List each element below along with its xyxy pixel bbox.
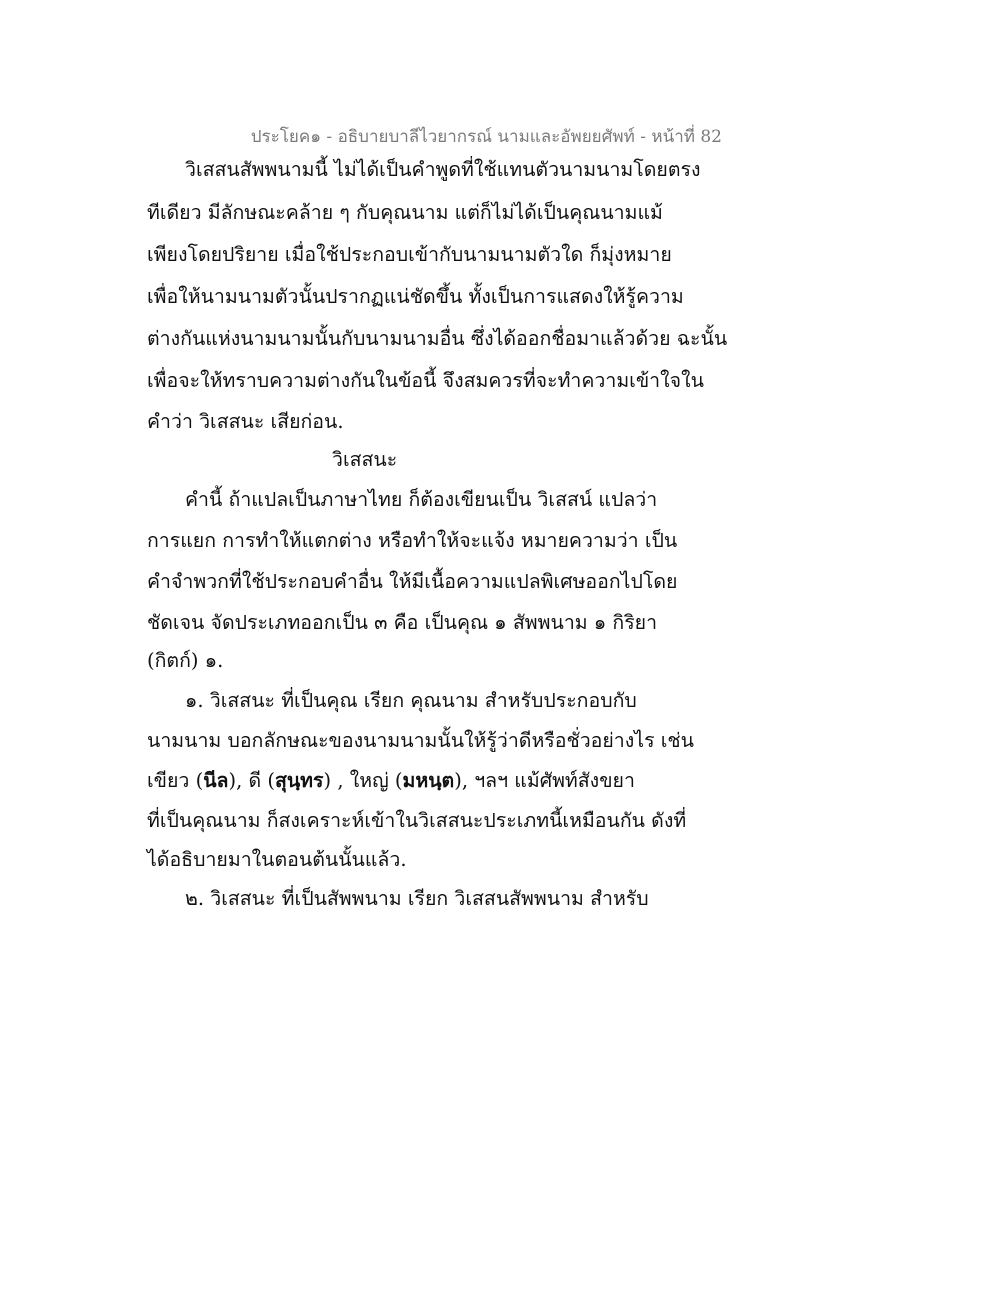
- paragraph-line: นามนาม บอกลักษณะของนามนามนั้นให้รู้ว่าดีหรือชั่วอย่างไร เช่น: [147, 729, 694, 752]
- section-heading: วิเสสนะ: [332, 448, 398, 471]
- pali-term-bold: นีล: [203, 769, 229, 792]
- paragraph-line: คำนี้ ถ้าแปลเป็นภาษาไทย ก็ต้องเขียนเป็น วิเสสน์ แปลว่า: [185, 488, 658, 511]
- paragraph-line: เพื่อให้นามนามตัวนั้นปรากฏแน่ชัดขึ้น ทั้งเป็นการแสดงให้รู้ความ: [147, 285, 684, 308]
- paragraph-line: การแยก การทำให้แตกต่าง หรือทำให้จะแจ้ง หมายความว่า เป็น: [147, 529, 678, 552]
- paragraph-line: ต่างกันแห่งนามนามนั้นกับนามนามอื่น ซึ่งได้ออกชื่อมาแล้วด้วย ฉะนั้น: [147, 327, 728, 350]
- text-segment: ), ฯลฯ แม้ศัพท์สังขยา: [454, 769, 635, 792]
- paragraph-line: ที่เป็นคุณนาม ก็สงเคราะห์เข้าในวิเสสนะประเภทนี้เหมือนกัน ดังที่: [147, 809, 687, 832]
- paragraph-line: ชัดเจน จัดประเภทออกเป็น ๓ คือ เป็นคุณ ๑ สัพพนาม ๑ กิริยา: [147, 611, 658, 634]
- paragraph-line: เพียงโดยปริยาย เมื่อใช้ประกอบเข้ากับนามนามตัวใด ก็มุ่งหมาย: [147, 243, 672, 266]
- paragraph-line: ได้อธิบายมาในตอนต้นนั้นแล้ว.: [147, 848, 407, 871]
- paragraph-line: ๑. วิเสสนะ ที่เป็นคุณ เรียก คุณนาม สำหรับประกอบกับ: [185, 689, 637, 712]
- paragraph-line: คำจำพวกที่ใช้ประกอบคำอื่น ให้มีเนื้อความแปลพิเศษออกไปโดย: [147, 570, 678, 593]
- paragraph-line: (กิตก์) ๑.: [147, 649, 224, 672]
- pali-term-bold: สุนฺทร: [274, 769, 324, 792]
- paragraph-line: เพื่อจะให้ทราบความต่างกันในข้อนี้ จึงสมควรที่จะทำความเข้าใจใน: [147, 369, 704, 392]
- paragraph-line: วิเสสนสัพพนามนี้ ไม่ได้เป็นคำพูดที่ใช้แทนตัวนามนามโดยตรง: [185, 158, 701, 181]
- paragraph-line: คำว่า วิเสสนะ เสียก่อน.: [147, 410, 344, 433]
- text-segment: เขียว (: [147, 769, 204, 792]
- text-segment: ), ดี (: [228, 769, 275, 792]
- text-segment: ) , ใหญ่ (: [323, 769, 403, 792]
- paragraph-line: ทีเดียว มีลักษณะคล้าย ๆ กับคุณนาม แต่ก็ไม่ได้เป็นคุณนามแม้: [147, 201, 663, 224]
- paragraph-line-with-bold-terms: [147, 771, 635, 791]
- page-header: ประโยค๑ - อธิบายบาลีไวยากรณ์ นามและอัพยยศัพท์ - หน้าที่ 82: [250, 127, 722, 147]
- pali-term-bold: มหนฺต: [402, 769, 455, 792]
- paragraph-line: ๒. วิเสสนะ ที่เป็นสัพพนาม เรียก วิเสสนสัพพนาม สำหรับ: [185, 887, 649, 910]
